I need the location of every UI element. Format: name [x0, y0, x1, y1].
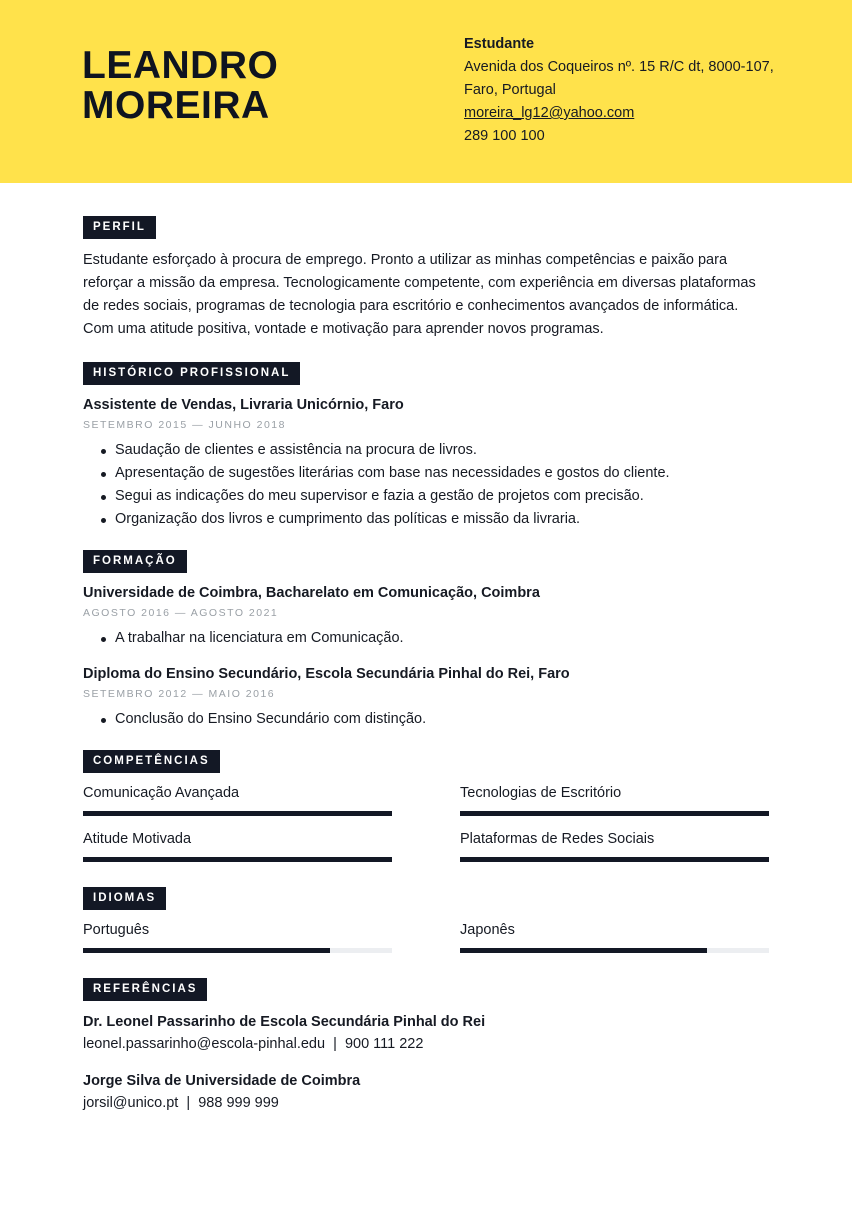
section-title-references: REFERÊNCIAS: [83, 978, 207, 1001]
phone-number: 289 100 100: [464, 128, 545, 144]
section-education: [83, 550, 769, 731]
language-item: [460, 920, 769, 953]
language-name: Português: [83, 922, 150, 938]
language-bar-fill: [460, 948, 707, 953]
experience-entry: [83, 395, 769, 531]
entry-title: Universidade de Coimbra, Bacharelato em Comunicação, Coimbra: [83, 585, 540, 601]
section-title-languages: IDIOMAS: [83, 887, 166, 910]
skill-bar-fill: [83, 811, 392, 816]
language-bar: [460, 948, 769, 953]
job-role: Estudante: [464, 36, 535, 52]
reference-contact: [83, 1033, 769, 1056]
name-first: LEANDRO: [82, 44, 279, 87]
address-line-1: Avenida dos Coqueiros nº. 15 R/C dt, 8000-107,: [464, 59, 774, 75]
skill-item: [460, 783, 769, 816]
skill-item: [460, 829, 769, 862]
resume-body: [83, 216, 769, 1115]
bullet-list: [83, 708, 769, 731]
skill-bar: [83, 857, 392, 862]
reference-phone: 988 999 999: [198, 1095, 279, 1111]
bullet-list: [83, 627, 769, 650]
reference-name: Jorge Silva de Universidade de Coimbra: [83, 1073, 361, 1089]
entry-title: Diploma do Ensino Secundário, Escola Secundária Pinhal do Rei, Faro: [83, 666, 570, 682]
reference-name: Dr. Leonel Passarinho de Escola Secundária Pinhal do Rei: [83, 1014, 486, 1030]
reference-email[interactable]: leonel.passarinho@escola-pinhal.edu: [83, 1036, 326, 1052]
skills-grid: [83, 783, 769, 862]
entry-dates: AGOSTO 2016 — AGOSTO 2021: [83, 607, 279, 619]
entry-dates: SETEMBRO 2015 — JUNHO 2018: [83, 419, 286, 431]
skill-bar-fill: [460, 857, 769, 862]
language-bar: [83, 948, 392, 953]
skill-bar: [460, 811, 769, 816]
list-item: Conclusão do Ensino Secundário com distinção.: [83, 708, 769, 731]
skill-bar: [460, 857, 769, 862]
skill-name: Tecnologias de Escritório: [460, 785, 622, 801]
section-title-profile: PERFIL: [83, 216, 156, 239]
section-title-experience: HISTÓRICO PROFISSIONAL: [83, 362, 300, 385]
section-languages: [83, 887, 769, 953]
skill-bar: [83, 811, 392, 816]
section-title-education: FORMAÇÃO: [83, 550, 187, 573]
contact-block: [464, 33, 774, 148]
section-profile: [83, 216, 769, 341]
languages-grid: [83, 920, 769, 953]
reference-item: [83, 1011, 769, 1056]
section-skills: [83, 750, 769, 862]
skill-item: [83, 783, 392, 816]
profile-text: Estudante esforçado à procura de emprego. Pronto a utilizar as minhas competências e paixão para reforçar a missão da empresa. Tecnologicamente competente, com experiência em diversas plataformas de redes sociais, programas de tecnologia para escritório e conhecimentos avançados de informática. Com uma atitude positiva, vontade e motivação para aprender novos programas.: [83, 252, 756, 337]
entry-dates: SETEMBRO 2012 — MAIO 2016: [83, 688, 276, 700]
skill-name: Atitude Motivada: [83, 831, 192, 847]
skill-item: [83, 829, 392, 862]
skill-name: Plataformas de Redes Sociais: [460, 831, 655, 847]
separator: |: [333, 1036, 337, 1052]
candidate-name: [82, 46, 278, 126]
reference-email[interactable]: jorsil@unico.pt: [83, 1095, 179, 1111]
list-item: Organização dos livros e cumprimento das políticas e missão da livraria.: [83, 508, 769, 531]
name-last: MOREIRA: [82, 84, 270, 127]
address-line-2: Faro, Portugal: [464, 82, 556, 98]
list-item: Saudação de clientes e assistência na procura de livros.: [83, 439, 769, 462]
language-item: [83, 920, 392, 953]
education-entry: [83, 664, 769, 731]
list-item: A trabalhar na licenciatura em Comunicação.: [83, 627, 769, 650]
list-item: Apresentação de sugestões literárias com base nas necessidades e gostos do cliente.: [83, 462, 769, 485]
reference-item: [83, 1070, 769, 1115]
language-name: Japonês: [460, 922, 515, 938]
reference-phone: 900 111 222: [344, 1036, 424, 1052]
skill-bar-fill: [83, 857, 392, 862]
skill-name: Comunicação Avançada: [83, 785, 240, 801]
section-experience: [83, 362, 769, 531]
language-bar-fill: [83, 948, 330, 953]
entry-title: Assistente de Vendas, Livraria Unicórnio, Faro: [83, 397, 404, 413]
separator: |: [186, 1095, 191, 1111]
section-title-skills: COMPETÊNCIAS: [83, 750, 220, 773]
section-references: [83, 978, 769, 1115]
education-entry: [83, 583, 769, 650]
email-link[interactable]: moreira_lg12@yahoo.com: [464, 105, 635, 121]
skill-bar-fill: [460, 811, 769, 816]
list-item: Segui as indicações do meu supervisor e fazia a gestão de projetos com precisão.: [83, 485, 769, 508]
reference-contact: [83, 1092, 769, 1115]
bullet-list: [83, 439, 769, 531]
header-banner: [0, 0, 852, 183]
